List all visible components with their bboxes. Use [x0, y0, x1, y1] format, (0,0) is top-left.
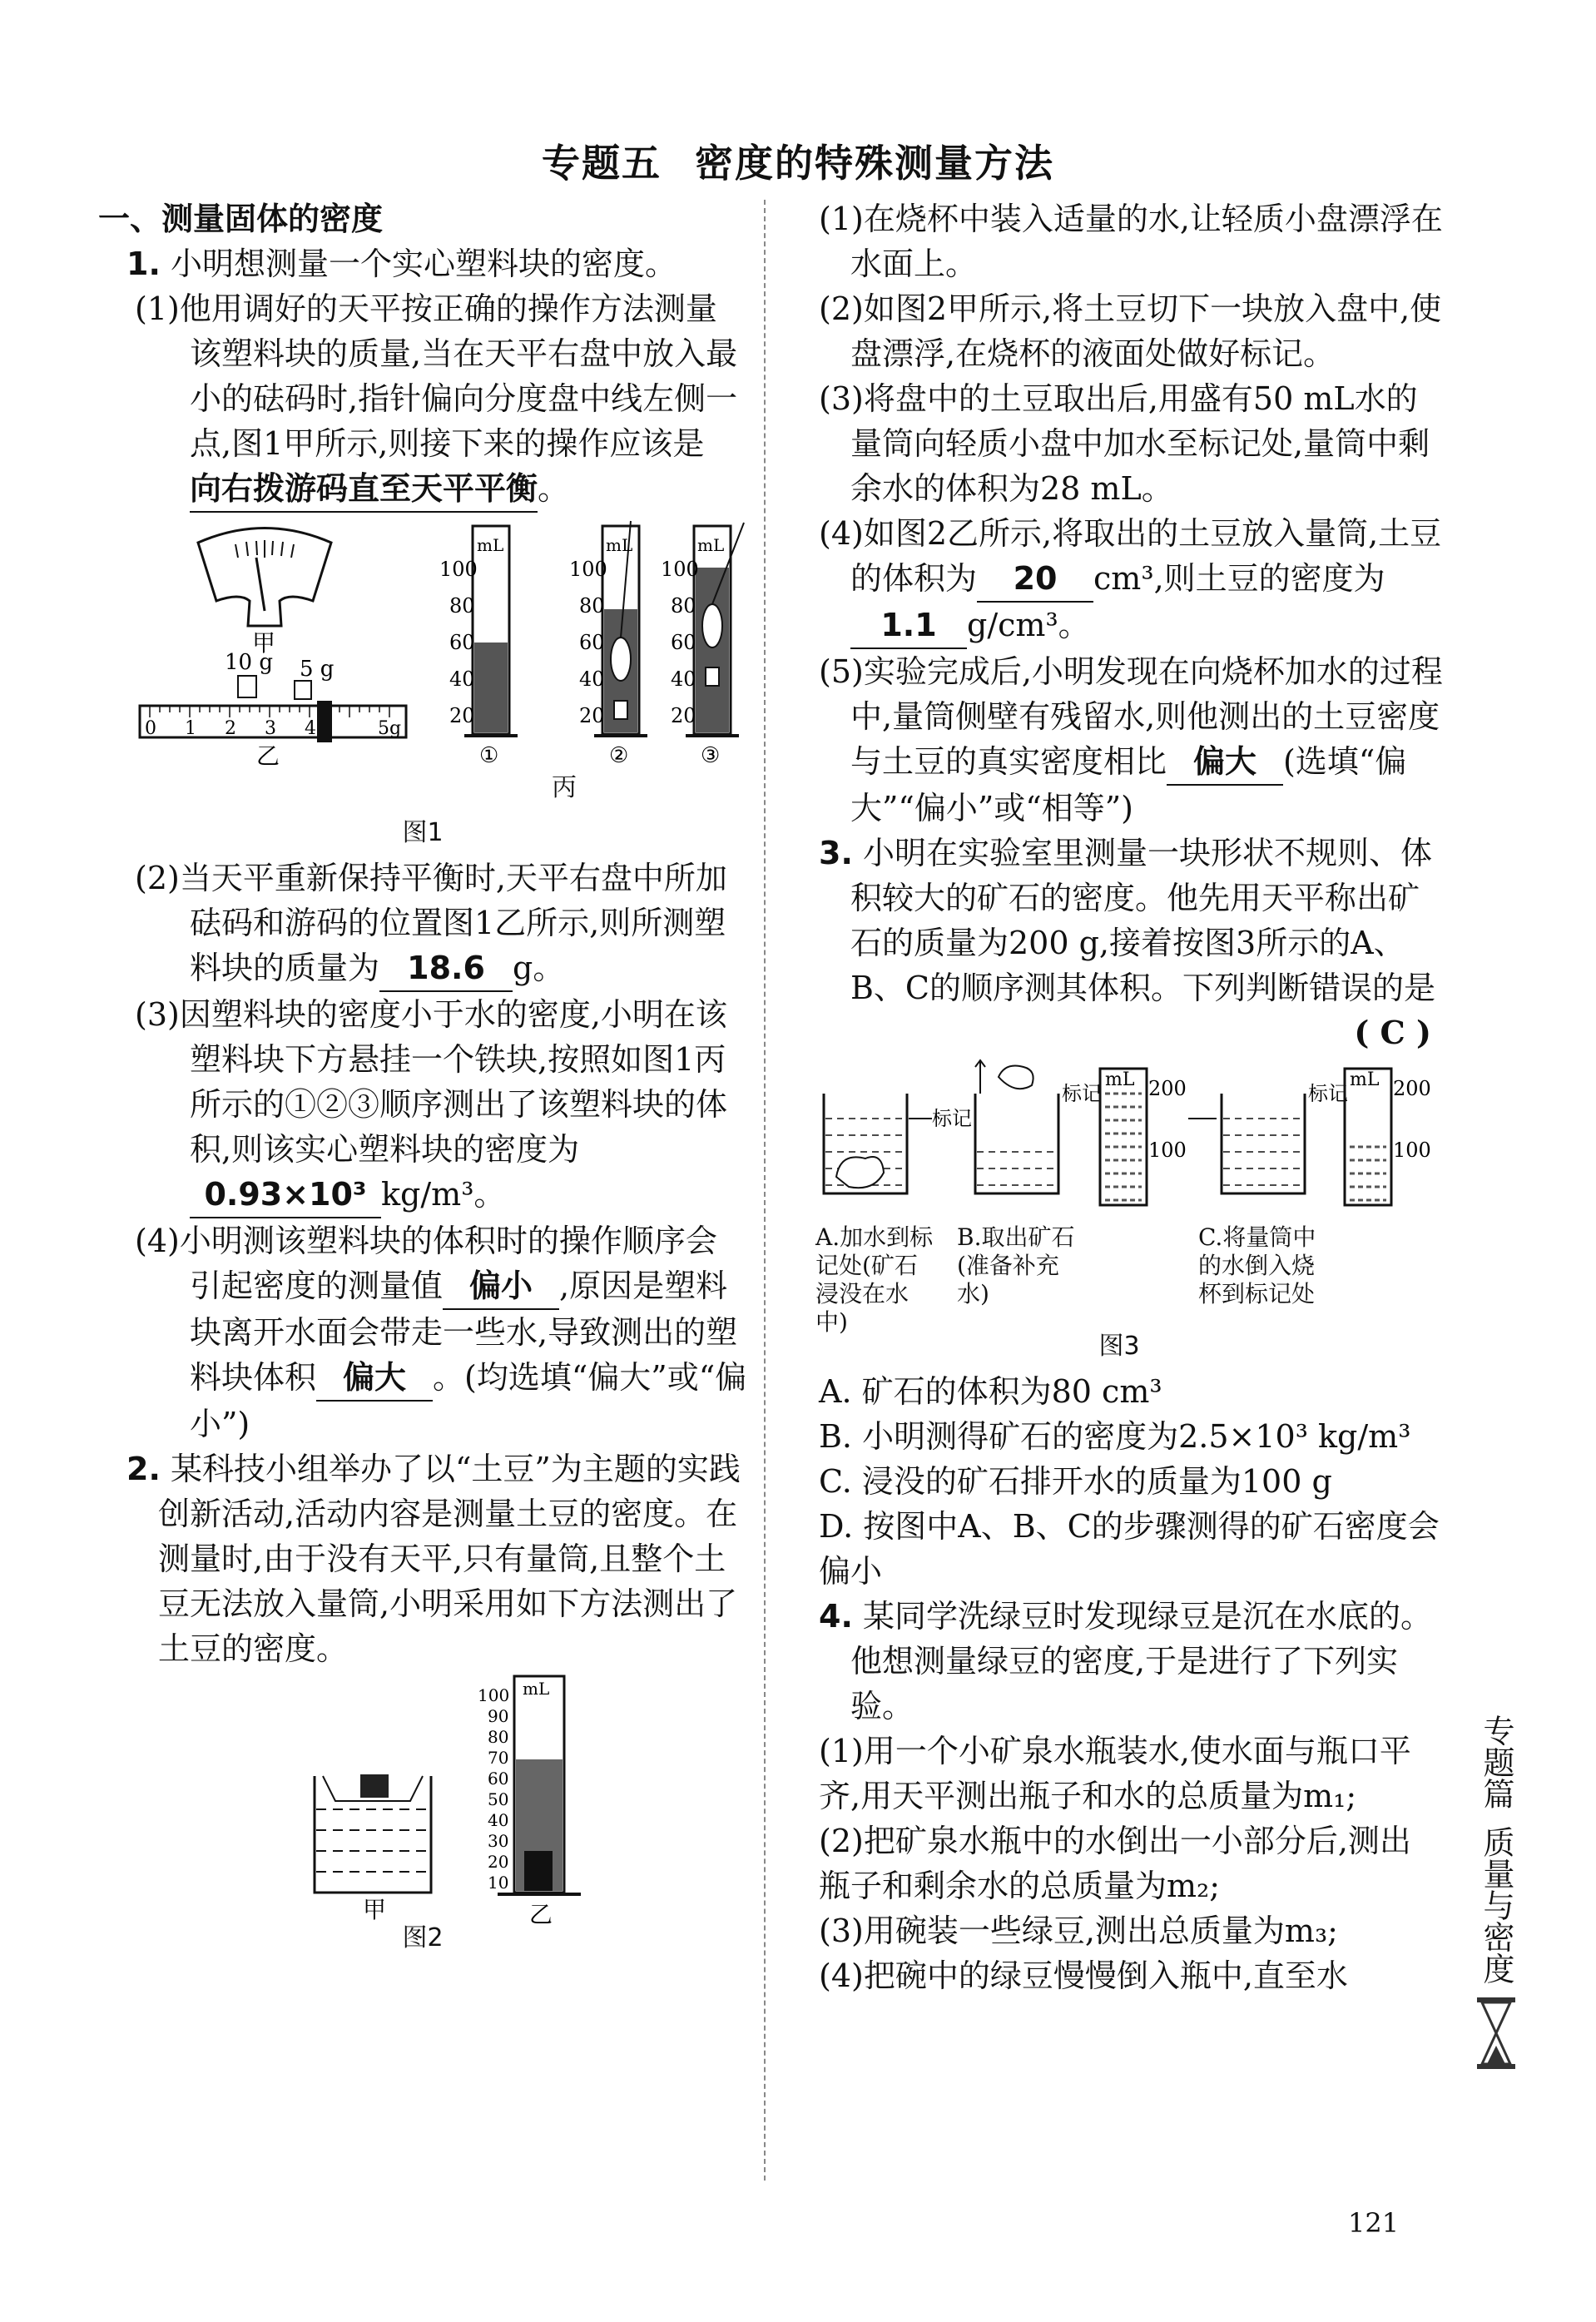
q1-part4: [98, 1218, 747, 1446]
chapter-sidebar: [1471, 1714, 1521, 2077]
q2-s5-a: (5)实验完成后,小明发现在向烧杯加水的过程中,量筒侧壁有残留水,则他测出的土豆密度与土豆的真实密度相比: [819, 653, 1443, 780]
scale-tick: 0: [145, 718, 156, 739]
page-number: 121: [1348, 2207, 1400, 2239]
q1-p2-unit: g。: [513, 950, 565, 986]
cyl-label: ②: [609, 743, 629, 768]
q1-number: 1.: [126, 246, 161, 282]
scale-tick: 1: [185, 718, 196, 739]
ore-icon: [836, 1157, 884, 1188]
q2-s4-c: g/cm³。: [967, 607, 1090, 643]
cyl-tick: 100: [1148, 1139, 1187, 1162]
answer-blank: 偏大: [1167, 739, 1283, 786]
q1-p4-text3: 。(均选填“偏大”或“偏小”): [190, 1359, 747, 1442]
weight-5g-icon: [295, 681, 311, 699]
q2-text: 某科技小组举办了以“土豆”为主题的实践创新活动,活动内容是测量土豆的密度。在测量时,由于没有天平,只有量筒,且整个土豆无法放入量筒,小明采用如下方法测出了土豆的密度。: [158, 1451, 741, 1667]
section-heading: 一、测量固体的密度: [98, 201, 384, 237]
q4-step1: (1)用一个小矿泉水瓶装水,使水面与瓶口平齐,用天平测出瓶子和水的总质量为m₁;: [819, 1733, 1411, 1814]
cyl-tick: 50: [488, 1789, 509, 1809]
beaker-jia: [315, 1774, 431, 1923]
q2-stem: [98, 1446, 747, 1671]
cylinder-3: [661, 523, 744, 768]
q2-s4-b: cm³,则土豆的密度为: [1093, 560, 1385, 597]
cyl-unit: mL: [477, 535, 504, 555]
answer-blank: 20: [977, 556, 1093, 603]
left-column: [98, 196, 747, 1961]
hourglass-icon: [1475, 1996, 1517, 2071]
figure-3-labels: [791, 1223, 1448, 1336]
q1-p4-text1: 小明测该塑料块的体积时的操作顺序会引起密度的测量值: [179, 1223, 717, 1304]
title-part1: 专题五: [542, 141, 662, 186]
q4-number: 4.: [819, 1598, 853, 1635]
title-part2: 密度的特殊测量方法: [695, 141, 1054, 186]
cyl-label: ③: [701, 743, 721, 768]
answer-blank: 偏大: [316, 1355, 433, 1402]
cylinder-c: [1345, 1069, 1431, 1205]
weight-10g-icon: [238, 676, 256, 697]
q1-part1: [98, 286, 747, 513]
q1-p1-end: 。: [538, 470, 570, 507]
cyl-tick: 200: [1393, 1077, 1431, 1100]
q3-option-b: B. 小明测得矿石的密度为2.5×10³ kg/m³: [819, 1418, 1411, 1455]
cylinder-b: [1100, 1069, 1187, 1205]
step-a-label: A.加水到标记处(矿石浸没在水中): [815, 1223, 934, 1336]
cyl-label: ①: [479, 743, 499, 768]
ore-icon: [999, 1066, 1033, 1089]
q1-p2-num: (2): [135, 860, 180, 896]
step-b-label: B.取出矿石(准备补充水): [957, 1223, 1075, 1307]
sidebar-line2: 质量与密度: [1478, 1826, 1514, 1984]
label-bing: 丙: [552, 773, 577, 802]
mass-10g: 10 g: [225, 650, 273, 675]
q3-option-c: C. 浸没的矿石排开水的质量为100 g: [819, 1463, 1332, 1500]
cyl-tick: 100: [661, 558, 699, 581]
scale-tick: 3: [265, 718, 276, 739]
cyl-tick: 100: [439, 558, 478, 581]
cyl-tick: 30: [488, 1831, 509, 1851]
beaker-a: [824, 1094, 907, 1193]
cylinder-1: [439, 526, 518, 768]
answer-blank: 18.6: [379, 945, 513, 992]
figure-2-caption: 图2: [402, 1923, 444, 1952]
sidebar-line1: 专题篇: [1478, 1714, 1514, 1809]
cyl-tick: 60: [579, 631, 605, 654]
q3-stem: [791, 831, 1448, 1010]
q1-part3: [98, 992, 747, 1218]
rider-scale: [140, 701, 406, 742]
label-yi: 乙: [256, 742, 280, 770]
cyl-tick: 20: [671, 704, 696, 727]
cyl-unit: mL: [1105, 1069, 1135, 1090]
scale-tick: 5g: [378, 718, 402, 739]
cyl-tick: 40: [579, 667, 605, 691]
figure-1-label-bing: [98, 766, 747, 811]
beaker-b: [975, 1060, 1058, 1193]
cyl-tick: 40: [449, 667, 475, 691]
cyl-tick: 80: [579, 594, 605, 618]
answer-blank: 向右拨游码直至天平平衡: [190, 466, 538, 513]
q4-step3: (3)用碗装一些绿豆,测出总质量为m₃;: [819, 1913, 1338, 1949]
scale-tick: 2: [225, 718, 236, 739]
cyl-tick: 80: [449, 594, 475, 618]
figure-1: [98, 518, 747, 770]
q1-part2: [98, 856, 747, 992]
rider-icon: [317, 701, 332, 742]
mark-label: 标记: [932, 1107, 972, 1130]
label-yi: 乙: [529, 1901, 553, 1928]
cyl-tick: 80: [488, 1727, 509, 1747]
q3-number: 3.: [819, 835, 853, 871]
q2-step1: (1)在烧杯中装入适量的水,让轻质小盘漂浮在水面上。: [819, 201, 1443, 282]
q4-text: 某同学洗绿豆时发现绿豆是沉在水底的。他想测量绿豆的密度,于是进行了下列实验。: [850, 1598, 1432, 1724]
step-c-label: C.将量筒中的水倒入烧杯到标记处: [1198, 1223, 1316, 1307]
label-jia: 甲: [252, 629, 276, 657]
cyl-tick: 100: [478, 1685, 510, 1705]
cyl-unit: mL: [1350, 1069, 1380, 1090]
mark-label: 标记: [1308, 1082, 1348, 1105]
cyl-tick: 200: [1148, 1077, 1187, 1100]
q2-step3: (3)将盘中的土豆取出后,用盛有50 mL水的量筒向轻质小盘中加水至标记处,量筒中剩余水的体积为28 mL。: [819, 380, 1430, 507]
q1-p3-unit: kg/m³。: [381, 1176, 506, 1213]
cyl-tick: 10: [488, 1873, 509, 1893]
scale-tick: 4: [305, 718, 316, 739]
q1-stem-text: 小明想测量一个实心塑料块的密度。: [170, 246, 677, 282]
q2-step4: [791, 511, 1448, 649]
balance-dial: [198, 528, 331, 627]
cyl-unit: mL: [523, 1679, 550, 1699]
cyl-tick: 20: [488, 1852, 509, 1872]
cyl-tick: 60: [671, 631, 696, 654]
answer-blank: 偏小: [443, 1263, 559, 1310]
q1-p1-text: 他用调好的天平按正确的操作方法测量该塑料块的质量,当在天平右盘中放入最小的砝码时,指针偏向分度盘中线左侧一点,图1甲所示,则接下来的操作应该是: [179, 290, 738, 462]
q1-p3-text: 因塑料块的密度小于水的密度,小明在该塑料块下方悬挂一个铁块,按照如图1丙所示的①②③顺序测出了该塑料块的体积,则该实心塑料块的密度为: [179, 996, 728, 1168]
cyl-tick: 90: [488, 1706, 509, 1726]
mark-label: 标记: [1062, 1082, 1102, 1105]
figure-1-caption: 图1: [402, 818, 444, 847]
q4-stem: [791, 1594, 1450, 1729]
cylinder-yi: [478, 1676, 581, 1894]
q2-step2: (2)如图2甲所示,将土豆切下一块放入盘中,使盘漂浮,在烧杯的液面处做好标记。: [819, 290, 1442, 372]
q3-option-a: A. 矿石的体积为80 cm³: [819, 1373, 1162, 1410]
figure-3-caption: 图3: [1098, 1332, 1140, 1361]
cyl-tick: 20: [449, 704, 475, 727]
cyl-unit: mL: [697, 535, 725, 555]
q2-number: 2.: [126, 1451, 161, 1487]
q1-p2-text: 当天平重新保持平衡时,天平右盘中所加砝码和游码的位置图1乙所示,则所测塑料块的质量为: [179, 860, 727, 986]
beaker-c: [1222, 1094, 1305, 1193]
cyl-tick: 80: [671, 594, 696, 618]
q2-s5-b: (选填“偏大”“偏小”或“相等”): [850, 743, 1407, 826]
cyl-unit: mL: [606, 535, 633, 555]
q2-s4-a: (4)如图2乙所示,将取出的土豆放入量筒,土豆的体积为: [819, 515, 1442, 597]
cyl-tick: 60: [449, 631, 475, 654]
q3-text: 小明在实验室里测量一块形状不规则、体积较大的矿石的密度。他先用天平称出矿石的质量为200 g,接着按图3所示的A、B、C的顺序测其体积。下列判断错误的是: [850, 835, 1436, 1006]
figure-2: [98, 1676, 747, 1928]
cyl-tick: 100: [569, 558, 607, 581]
q1-p3-num: (3): [135, 996, 180, 1033]
right-column: [791, 196, 1448, 1998]
mass-5g: 5 g: [300, 657, 335, 682]
cylinder-2: [569, 521, 647, 768]
q1-p4-text2: ,原因是塑料块离开水面会带走一些水,导致测出的塑料块体积: [190, 1268, 738, 1396]
cyl-tick: 60: [488, 1769, 509, 1789]
cyl-tick: 40: [488, 1810, 509, 1830]
column-divider: [764, 200, 766, 2181]
answer-blank: 0.93×10³: [190, 1172, 381, 1218]
page-title: [0, 133, 1596, 188]
cyl-tick: 40: [671, 667, 696, 691]
cyl-tick: 100: [1393, 1139, 1431, 1162]
q1-stem: [98, 241, 747, 286]
q3-answer: ( C ): [1354, 1014, 1431, 1051]
label-jia: 甲: [363, 1896, 387, 1923]
q1-p4-num: (4): [135, 1223, 180, 1259]
q2-step5: [791, 649, 1448, 831]
cyl-tick: 20: [579, 704, 605, 727]
q1-p1-num: (1): [135, 290, 180, 327]
q4-step2: (2)把矿泉水瓶中的水倒出一小部分后,测出瓶子和剩余水的总质量为m₂;: [819, 1823, 1411, 1904]
q4-step4: (4)把碗中的绿豆慢慢倒入瓶中,直至水: [819, 1957, 1348, 1994]
q3-option-d: D. 按图中A、B、C的步骤测得的矿石密度会偏小: [819, 1508, 1440, 1590]
answer-blank: 1.1: [850, 603, 967, 649]
cyl-tick: 70: [488, 1748, 509, 1768]
